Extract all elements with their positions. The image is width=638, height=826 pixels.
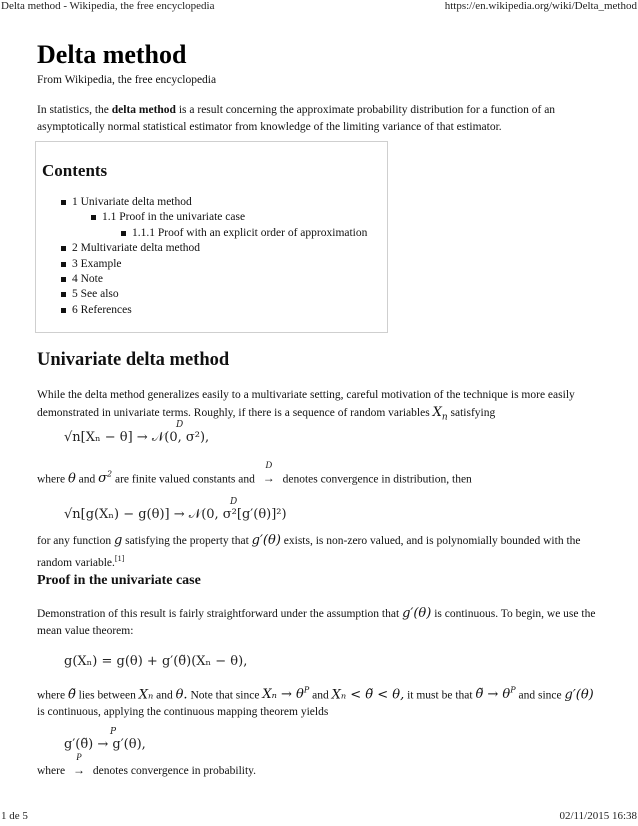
toc-item[interactable] (36, 241, 387, 256)
bullet-icon (121, 231, 126, 236)
print-header-title: Delta method - Wikipedia, the free encyclopedia (1, 0, 215, 12)
toc-item-label[interactable]: 1.1 Proof in the univariate case (102, 211, 246, 224)
bullet-icon (61, 200, 66, 205)
convergence-1: $X_n \to \theta^P$ (262, 686, 310, 703)
toc-item[interactable] (36, 210, 387, 225)
section-heading-univariate: Univariate delta method (37, 350, 230, 370)
convergence-2: θ̃ → $\theta^P$ (475, 686, 516, 703)
paragraph-univariate-intro: While the delta method generalizes easily to a multivariate setting, careful motivation of the technique is more easily demonstrated in univariate terms. Roughly, if there is a sequence of random variables $X_n$ satisfying (37, 389, 575, 423)
bullet-icon (91, 215, 96, 220)
equation-2-arrow-label: D (230, 497, 238, 507)
equation-4: g′(θ̃) → g′(θ), (64, 737, 146, 752)
bullet-icon (61, 246, 66, 251)
toc-item[interactable] (36, 272, 387, 287)
toc-item[interactable] (36, 287, 387, 302)
toc-item-label[interactable]: 5 See also (72, 288, 119, 301)
article-head (37, 40, 599, 136)
equation-4-arrow-label: P (110, 727, 117, 737)
convergence-arrow-icon: D → (262, 460, 275, 486)
toc-item[interactable] (36, 303, 387, 318)
equation-1-arrow-label: D (176, 420, 184, 430)
toc-item-label[interactable]: 4 Note (72, 272, 103, 285)
reference-link[interactable]: [1] (114, 554, 125, 563)
paragraph-mean-value: where θ̃ lies between Xₙ and θ. Note that since $X_n \to \theta^P$ and Xₙ < θ̃ < θ, it must be that θ̃ → $\theta^P$ and since g′(θ) is continuous, applying the continuous mapping theorem yields (37, 686, 594, 719)
intro-bold-term: delta method (111, 104, 176, 116)
section-heading-proof: Proof in the univariate case (37, 573, 201, 588)
bullet-icon (61, 308, 66, 313)
article-title: Delta method (37, 40, 187, 69)
article-intro: In statistics, the delta method is a result concerning the approximate probability distribution for a function of an asymptotically normal statistical estimator from knowledge of the limiting variance of that estimator. (37, 104, 556, 133)
table-of-contents (35, 141, 388, 333)
print-footer-timestamp: 02/11/2015 16:38 (559, 810, 637, 822)
convergence-arrow-icon: P → (72, 752, 85, 777)
toc-item-label[interactable]: 1 Univariate delta method (72, 196, 192, 208)
bullet-icon (61, 277, 66, 282)
toc-item-label[interactable]: 6 References (72, 303, 132, 316)
toc-list (36, 195, 387, 318)
toc-item[interactable] (36, 226, 387, 241)
equation-2: √n[g(Xₙ) − g(θ)] → 𝒩(0, σ²[g′(θ)]²) (64, 507, 287, 522)
toc-item[interactable] (36, 195, 387, 210)
toc-title: Contents (42, 161, 108, 180)
paragraph-where-theta: where θ and $\sigma^2$ are finite valued constants and D → denotes convergence in distribution, then (37, 460, 472, 487)
bullet-icon (61, 262, 66, 267)
toc-item-label[interactable]: 1.1.1 Proof with an explicit order of approximation (132, 226, 368, 239)
equation-1: √n[Xₙ − θ] → 𝒩(0, σ²), (64, 430, 210, 445)
article-tagline: From Wikipedia, the free encyclopedia (37, 74, 217, 86)
paragraph-any-function: for any function g satisfying the property that g′(θ) exists, is non-zero valued, and is polynomially bounded with the random variable.[1] (37, 533, 581, 569)
print-footer-page-number: 1 de 5 (1, 810, 28, 822)
toc-item-label[interactable]: 3 Example (72, 257, 122, 270)
bullet-icon (61, 292, 66, 297)
equation-3: g(Xₙ) = g(θ) + g′(θ̃)(Xₙ − θ), (64, 654, 248, 669)
print-header-url[interactable]: https://en.wikipedia.org/wiki/Delta_method (444, 0, 637, 12)
toc-item-label[interactable]: 2 Multivariate delta method (72, 242, 201, 255)
toc-item[interactable] (36, 257, 387, 272)
paragraph-proof-intro: Demonstration of this result is fairly straightforward under the assumption that g′(θ) is continuous. To begin, we use the mean value theorem: (37, 606, 596, 637)
paragraph-convergence-probability: where P → denotes convergence in probability. (37, 752, 257, 777)
